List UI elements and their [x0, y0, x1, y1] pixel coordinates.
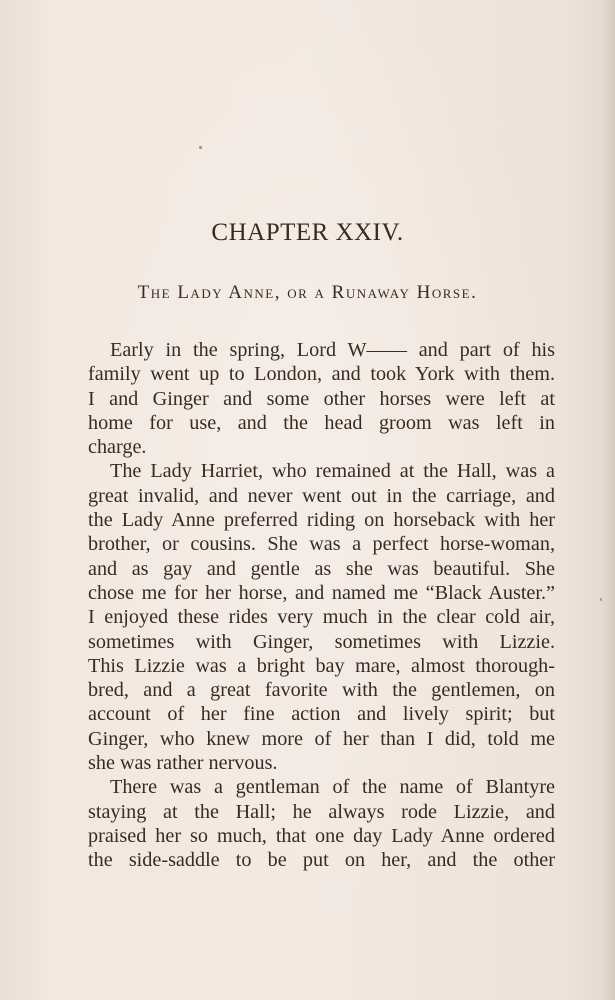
chapter-subtitle: The Lady Anne, or a Runaway Horse. — [137, 282, 478, 303]
paper-speck — [600, 598, 602, 601]
text-line: This Lizzie was a bright bay mare, almost thorough- — [88, 654, 555, 677]
text-line: chose me for her horse, and named me “Black Auster.” — [88, 581, 555, 604]
text-line: bred, and a great favorite with the gentlemen, on — [88, 679, 555, 702]
text-line: There was a gentleman of the name of Blantyre — [110, 776, 555, 799]
body-text — [88, 338, 555, 873]
text-line: and as gay and gentle as she was beautiful. She — [88, 557, 555, 580]
page-edge-shadow — [601, 0, 615, 1000]
text-line: family went up to London, and took York with them. — [88, 363, 555, 386]
text-line: the Lady Anne preferred riding on horseback with her — [88, 509, 555, 532]
text-line: home for use, and the head groom was left in — [88, 411, 555, 434]
text-line: I and Ginger and some other horses were left at — [88, 387, 555, 410]
text-line: praised her so much, that one day Lady Anne ordered — [88, 824, 555, 847]
text-line: account of her fine action and lively spirit; but — [88, 703, 555, 726]
text-line: charge. — [88, 436, 147, 459]
text-line: Early in the spring, Lord W—— and part of his — [110, 339, 555, 361]
text-line: she was rather nervous. — [88, 752, 278, 775]
paper-speck — [199, 146, 202, 149]
text-line: Ginger, who knew more of her than I did, told me — [88, 727, 555, 750]
text-line: staying at the Hall; he always rode Lizzie, and — [88, 800, 555, 823]
text-line: great invalid, and never went out in the carriage, and — [88, 484, 555, 507]
text-line: I enjoyed these rides very much in the clear cold air, — [88, 606, 555, 629]
text-line: The Lady Harriet, who remained at the Hall, was a — [110, 460, 555, 483]
text-line: the side-saddle to be put on her, and the other — [88, 849, 555, 872]
chapter-title: CHAPTER XXIV. — [211, 219, 404, 246]
text-line: sometimes with Ginger, sometimes with Lizzie. — [88, 630, 555, 653]
text-line: brother, or cousins. She was a perfect horse-woman, — [88, 533, 555, 556]
